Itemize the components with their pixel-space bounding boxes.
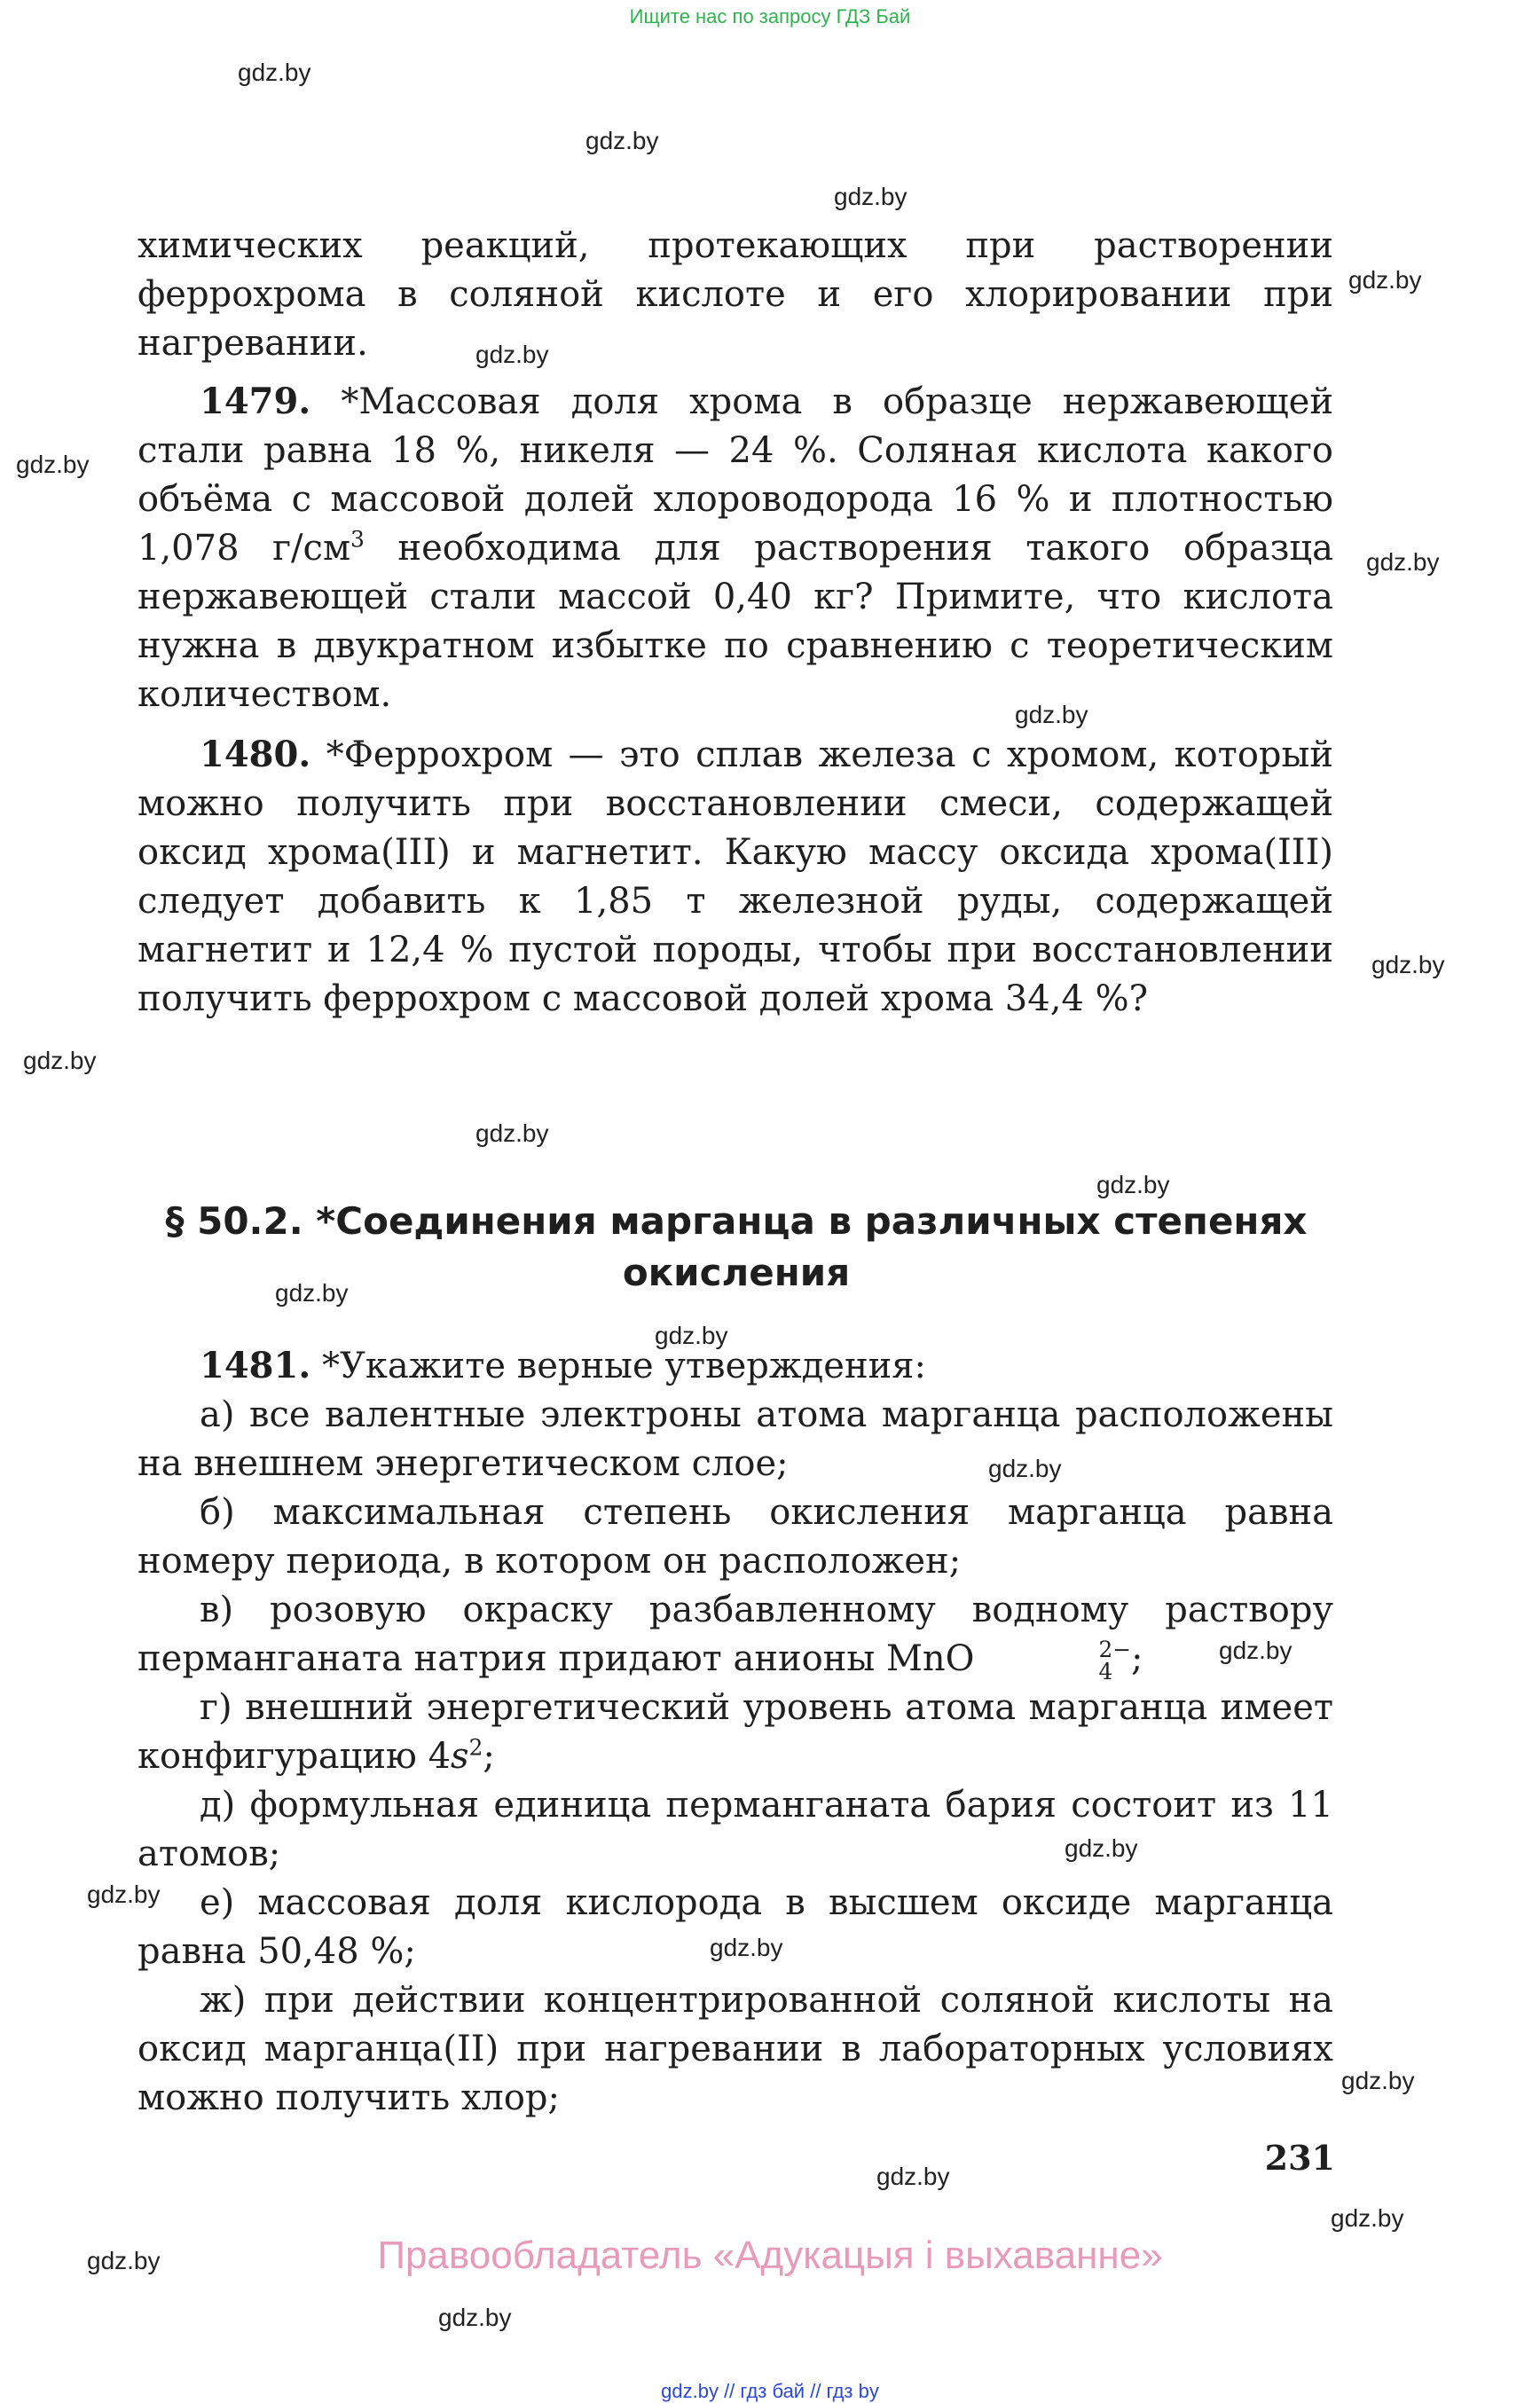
watermark: gdz.by <box>475 341 549 368</box>
footer-links[interactable]: gdz.by // гдз бай // гдз by <box>661 2380 879 2402</box>
watermark: gdz.by <box>238 59 311 86</box>
orbital-letter: s <box>451 1736 469 1777</box>
statement-g <box>138 1684 1333 1781</box>
problem-1481 <box>138 1341 1333 1391</box>
watermark: gdz.by <box>1371 951 1445 978</box>
statement-v <box>138 1586 1333 1684</box>
watermark: gdz.by <box>834 183 908 210</box>
watermark: gdz.by <box>1065 1834 1138 1862</box>
watermark: gdz.by <box>1348 266 1422 294</box>
subscript: 4 <box>1098 1659 1113 1684</box>
ion-indices <box>974 1635 1131 1684</box>
statement-a: а) все валентные электроны атома марганца расположены на внешнем энергетическом слое; <box>138 1394 1333 1484</box>
watermark: gdz.by <box>988 1455 1062 1482</box>
page-number: 231 <box>1264 2138 1335 2178</box>
watermark: gdz.by <box>1096 1171 1170 1198</box>
statement-zh: ж) при действии концентрированной соляной кислоты на оксид марганца(II) при нагревании в лабораторных условиях можно получить хлор; <box>138 1980 1333 2118</box>
charge: 2− <box>1098 1637 1132 1663</box>
statement-e: е) массовая доля кислорода в высшем оксиде марганца равна 50,48 %; <box>138 1882 1333 1972</box>
watermark: gdz.by <box>1341 2067 1415 2094</box>
watermark: gdz.by <box>1219 1637 1292 1664</box>
watermark: gdz.by <box>438 2304 512 2331</box>
statement-b: б) максимальная степень окисления марганца равна номеру периода, в котором он расположен; <box>138 1492 1333 1582</box>
heading-line: окисления <box>622 1251 851 1294</box>
watermark: gdz.by <box>23 1047 97 1074</box>
watermark: gdz.by <box>710 1934 783 1961</box>
watermark: gdz.by <box>87 2247 161 2274</box>
problem-text: необходима для растворения такого образца нержавеющей стали массой 0,40 кг? Примите, что кислота нужна в двукратном избытке по сравнению с теоретическим количеством. <box>138 528 1333 715</box>
watermark: gdz.by <box>585 127 659 154</box>
statement-text: в) розовую окраску разбавленному водному раствору перманганата натрия придают анионы MnO <box>138 1590 1333 1679</box>
top-banner[interactable]: Ищите нас по запросу ГДЗ Бай <box>629 5 911 27</box>
problem-1479 <box>138 377 1333 719</box>
statement-d: д) формульная единица перманганата бария состоит из 11 атомов; <box>138 1785 1333 1874</box>
problem-text: *Феррохром — это сплав железа с хромом, который можно получить при восстановлении смеси, содержащей оксид хрома(III) и магнетит. Какую массу оксида хрома(III) следует добавить к 1,85 т железной руды, содержащей магнетит и 12,4 % пустой породы, чтобы при восстановлении получить феррохром с массовой долей хрома 34,4 %? <box>138 734 1333 1019</box>
problem-number: 1480. <box>200 734 311 775</box>
text-block-top <box>138 222 1333 1024</box>
copyright-notice: Правообладатель «Адукацыя і выхаванне» <box>377 2234 1163 2277</box>
problem-number: 1479. <box>200 381 311 422</box>
watermark: gdz.by <box>1366 548 1440 576</box>
superscript: 2 <box>468 1734 483 1761</box>
watermark: gdz.by <box>876 2163 950 2190</box>
statement-text: г) внешний энергетический уровень атома марганца имеет конфигурацию 4 <box>138 1687 1333 1777</box>
problem-1480 <box>138 730 1333 1024</box>
problem-text: *Укажите верные утверждения: <box>310 1346 926 1386</box>
watermark: gdz.by <box>87 1881 161 1908</box>
punctuation: ; <box>1131 1638 1143 1679</box>
watermark: gdz.by <box>475 1119 549 1147</box>
superscript: 3 <box>350 526 365 553</box>
watermark: gdz.by <box>655 1322 728 1349</box>
watermark: gdz.by <box>275 1279 349 1307</box>
watermark: gdz.by <box>1331 2204 1404 2232</box>
watermark: gdz.by <box>1015 701 1088 728</box>
heading-line: § 50.2. *Соединения марганца в различных степенях <box>165 1199 1308 1243</box>
section-heading <box>142 1196 1331 1299</box>
intro-paragraph: химических реакций, протекающих при растворении феррохрома в соляной кислоте и его хлорировании при нагревании. <box>138 225 1333 364</box>
text-block-bottom <box>138 1341 1333 2123</box>
watermark: gdz.by <box>16 451 90 478</box>
problem-text: *Массовая доля хрома в образце нержавеющей стали равна 18 %, никеля — 24 %. Соляная кислота какого объёма с массовой долей хлороводорода 16 % и плотностью 1,078 г/см <box>138 381 1333 569</box>
problem-number: 1481. <box>200 1345 311 1386</box>
punctuation: ; <box>483 1736 495 1777</box>
